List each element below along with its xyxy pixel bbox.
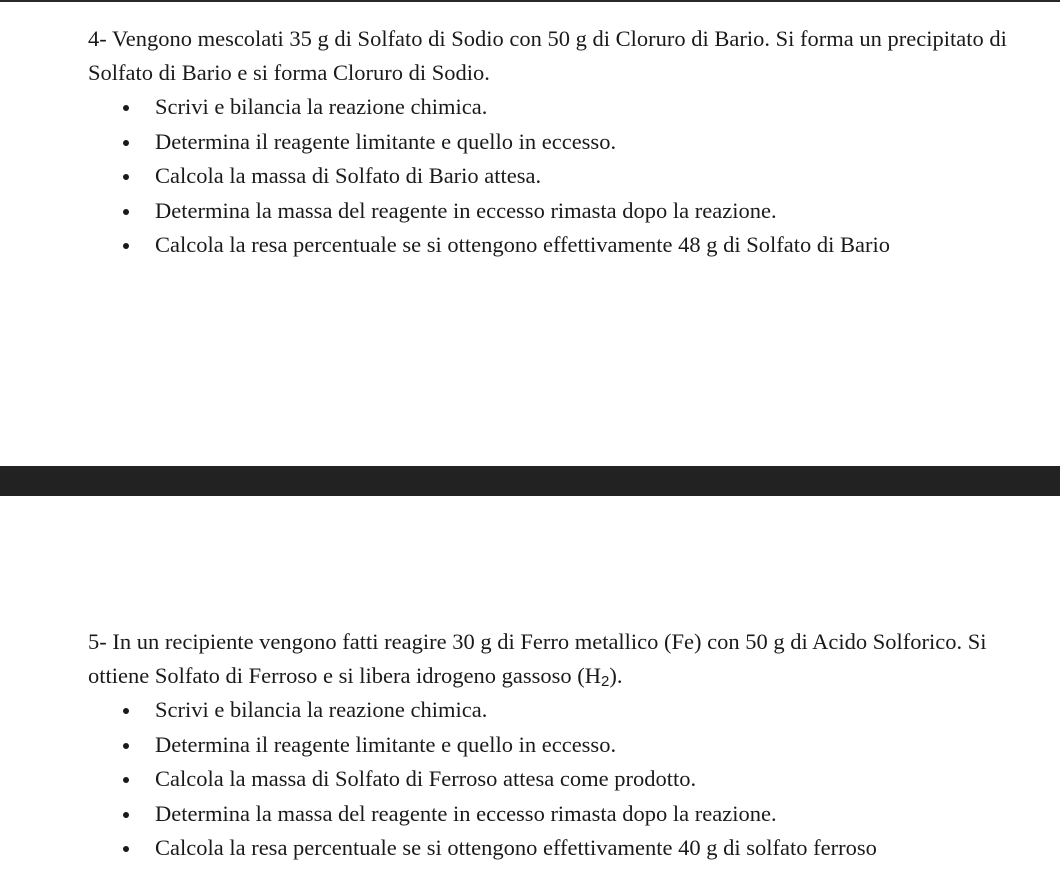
exercise-5 (88, 625, 1048, 866)
exercise-4 (88, 22, 1048, 263)
hydrogen-subscript: 2 (601, 673, 610, 690)
exercise-4-task-5: Calcola la resa percentuale se si ottengono effettivamente 48 g di Solfato di Bario (88, 228, 1048, 263)
page-top-rule (0, 0, 1060, 2)
exercise-5-task-1: Scrivi e bilancia la reazione chimica. (88, 693, 1048, 728)
exercise-4-task-2: Determina il reagente limitante e quello in eccesso. (88, 125, 1048, 160)
exercise-5-task-3: Calcola la massa di Solfato di Ferroso attesa come prodotto. (88, 762, 1048, 797)
exercise-4-task-4: Determina la massa del reagente in eccesso rimasta dopo la reazione. (88, 194, 1048, 229)
exercise-4-intro: 4- Vengono mescolati 35 g di Solfato di Sodio con 50 g di Cloruro di Bario. Si forma un precipitato di Solfato di Bario e si forma Cloruro di Sodio. (88, 26, 1007, 85)
page-break-bar (0, 466, 1060, 496)
exercise-4-task-1: Scrivi e bilancia la reazione chimica. (88, 90, 1048, 125)
exercise-5-task-list (88, 693, 1048, 866)
exercise-4-task-list (88, 90, 1048, 263)
exercise-4-task-3: Calcola la massa di Solfato di Bario attesa. (88, 159, 1048, 194)
exercise-5-intro-end: ). (609, 663, 623, 688)
exercise-5-task-5: Calcola la resa percentuale se si ottengono effettivamente 40 g di solfato ferroso (88, 831, 1048, 866)
exercise-5-task-2: Determina il reagente limitante e quello in eccesso. (88, 728, 1048, 763)
exercise-5-intro (88, 625, 1048, 693)
exercise-5-task-4: Determina la massa del reagente in eccesso rimasta dopo la reazione. (88, 797, 1048, 832)
exercise-5-intro-text: 5- In un recipiente vengono fatti reagire 30 g di Ferro metallico (Fe) con 50 g di Acido Solforico. Si ottiene Solfato di Ferroso e si libera idrogeno gassoso (H (88, 629, 987, 688)
